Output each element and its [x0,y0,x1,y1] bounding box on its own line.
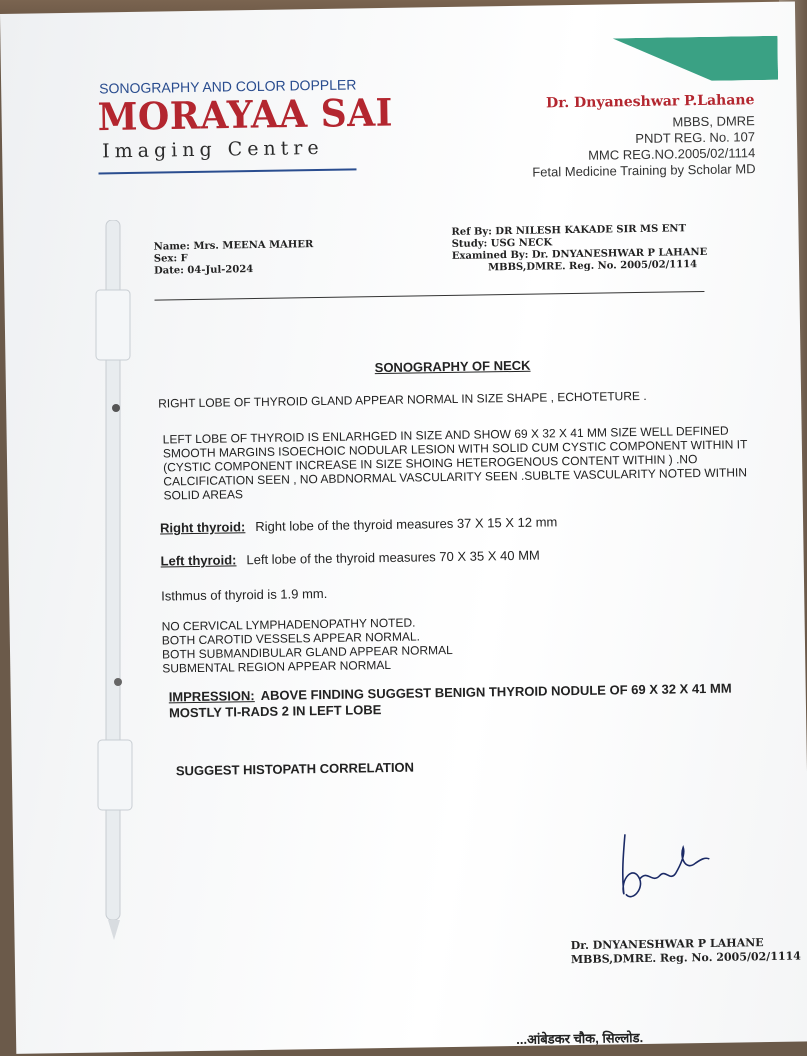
study-type: Study: USG NECK [451,237,553,250]
patient-date: Date: 04-Jul-2024 [153,264,254,277]
right-thyroid-row [160,511,760,535]
right-thyroid-label: Right thyroid: [159,519,246,536]
letterhead-divider [99,168,357,174]
signature-scribble-icon [613,823,714,910]
referred-by: Ref By: DR NILESH KAKADE SIR MS ENT [451,223,687,238]
right-lobe-finding: RIGHT LOBE OF THYROID GLAND APPEAR NORMAL IN SIZE SHAPE , ECHOTETURE . [158,388,647,411]
patient-info [154,239,314,278]
finding-line: NO CERVICAL LYMPHADENOPATHY NOTED. [161,615,416,634]
left-thyroid-row [160,544,760,568]
left-thyroid-value: Left lobe of the thyroid measures 70 X 35 X 40 MM [246,547,540,568]
finding-line: SUBMENTAL REGION APPEAR NORMAL [162,657,392,676]
plastic-clip-tube-icon [92,220,144,950]
report-title: SONOGRAPHY OF NECK [374,357,531,376]
examined-by-reg: MBBS,DMRE. Reg. No. 2005/02/1114 [487,259,698,274]
signatory-name: Dr. DNYANESHWAR P LAHANE [570,936,764,953]
other-findings [162,610,763,675]
finding-line: BOTH SUBMANDIBULAR GLAND APPEAR NORMAL [161,642,453,662]
finding-line: BOTH CAROTID VESSELS APPEAR NORMAL. [161,629,421,648]
doctor-mmc: MMC REG.NO.2005/02/1114 [588,145,756,163]
letterhead-subtitle: SONOGRAPHY AND COLOR DOPPLER [99,76,357,97]
footer-address: ...आंबेडकर चौक, सिल्लोड. [516,1030,644,1048]
right-thyroid-value: Right lobe of the thyroid measures 37 X 15 X 12 mm [255,514,558,535]
doctor-degrees: MBBS, DMRE [672,113,755,130]
doctor-credentials [531,92,756,180]
letterhead-accent-band [612,36,778,83]
signatory-reg: MBBS,DMRE. Reg. No. 2005/02/1114 [570,949,801,967]
header-rule [155,291,705,301]
left-thyroid-label: Left thyroid: [160,552,237,569]
impression [169,680,763,721]
doctor-training: Fetal Medicine Training by Scholar MD [532,161,756,180]
signatory [571,936,801,968]
doctor-name: Dr. Dnyaneshwar P.Lahane [545,92,755,112]
isthmus-value: Isthmus of thyroid is 1.9 mm. [161,585,328,604]
letterhead-clinic-name: MORAYAA SAI [97,90,394,140]
report-body [158,354,764,778]
isthmus-row [161,579,761,603]
letterhead-tagline: Imaging Centre [101,136,324,163]
patient-sex: Sex: F [153,253,188,265]
patient-name: Name: Mrs. MEENA MAHER [153,239,314,253]
impression-text: ABOVE FINDING SUGGEST BENIGN THYROID NODULE OF 69 X 32 X 41 MM MOSTLY TI-RADS 2 IN LEFT LOBE [168,680,732,721]
examined-by: Examined By: Dr. DNYANESHWAR P LAHANE [451,246,708,262]
left-lobe-finding: LEFT LOBE OF THYROID IS ENLARHGED IN SIZE AND SHOW 69 X 32 X 41 MM SIZE WELL DEFINED SMOOTH MARGINS ISOECHOIC NODULAR LESION WITH SOLID CUM CYSTIC COMPONENT WITHIN IT (CYSTIC COMPONENT INCREASE IN SIZE SHOING HETEROGENOUS CONTENT WITHIN ) .NO CALCIFICATION SEEN , NO ABDNORMAL VASCULARITY SEEN .SUBLTE VASCULARITY NOTED WITHIN SOLID AREAS [162,423,748,503]
suggestion: SUGGEST HISTOPATH CORRELATION [175,759,415,779]
doctor-pndt: PNDT REG. No. 107 [635,129,756,147]
referral-info [451,223,707,275]
impression-label: IMPRESSION: [168,688,255,705]
